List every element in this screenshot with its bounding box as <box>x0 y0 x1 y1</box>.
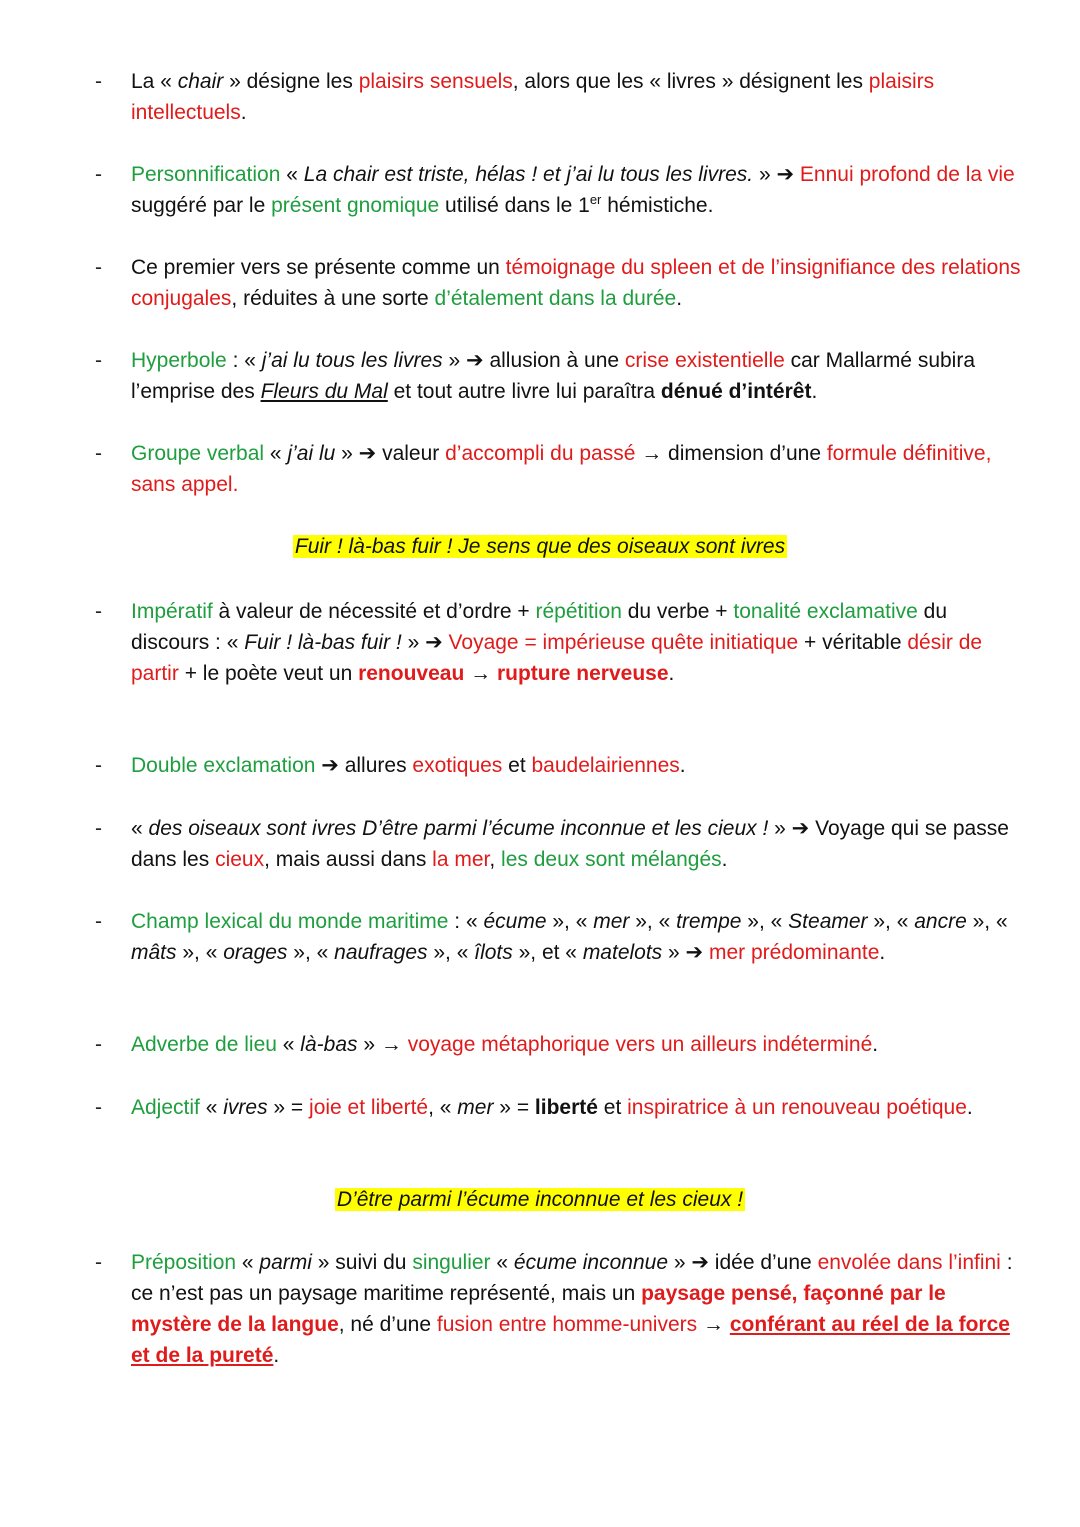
text-run: et <box>597 1096 628 1119</box>
text-run: mer <box>593 910 630 933</box>
text-run: . <box>668 662 675 685</box>
text-run: parmi <box>259 1251 312 1274</box>
text-run: conférant au réel de la force et de la pureté <box>131 1313 1010 1367</box>
bullet-text <box>131 750 1021 781</box>
text-run: répétition <box>535 600 622 623</box>
text-run: er <box>589 192 602 207</box>
text-run: + le poète veut un <box>178 662 359 685</box>
text-run: ivres <box>223 1096 268 1119</box>
text-run: Adjectif <box>131 1096 200 1119</box>
text-run: d’accompli du passé <box>445 442 636 465</box>
text-run: Hyperbole <box>131 349 227 372</box>
text-run: naufrages <box>334 941 428 964</box>
text-run: » suivi du <box>311 1251 413 1274</box>
text-run: » désigne les <box>223 70 359 93</box>
text-run: , alors que les « livres » désignent les <box>512 70 869 93</box>
text-run: utilisé dans le 1 <box>439 194 590 217</box>
text-run: suggéré par le <box>131 194 272 217</box>
text-run: j’ai lu <box>287 442 336 465</box>
text-run: Double exclamation <box>131 754 316 777</box>
poem-verse-highlight <box>0 1184 1080 1215</box>
text-run: » ➔ valeur <box>335 442 446 465</box>
text-run: : « <box>448 910 484 933</box>
text-run: matelots <box>582 941 663 964</box>
text-run: « <box>490 1251 514 1274</box>
bullet-text <box>131 1092 1021 1123</box>
text-run: exotiques <box>412 754 503 777</box>
text-run: rupture nerveuse <box>496 662 669 685</box>
text-run: Personnification <box>131 163 281 186</box>
text-run: : « <box>226 349 262 372</box>
text-run: » → <box>357 1033 408 1056</box>
text-run: et tout autre livre lui paraîtra <box>387 380 661 403</box>
bullet-dash: - <box>95 910 102 933</box>
text-run: . <box>872 1033 879 1056</box>
text-run: », « <box>287 941 335 964</box>
text-run: Voyage = impérieuse quête initiatique <box>448 631 799 654</box>
bullet-dash: - <box>95 600 102 623</box>
text-run: » = <box>267 1096 310 1119</box>
text-run: , mais aussi dans <box>264 848 433 871</box>
text-run: » ➔ <box>753 163 800 186</box>
text-run: , né d’une <box>338 1313 437 1336</box>
text-run: La chair est triste, hélas ! et j’ai lu tous les livres. <box>303 163 754 186</box>
text-run: La « <box>131 70 178 93</box>
text-run: voyage métaphorique vers un ailleurs indéterminé <box>407 1033 873 1056</box>
text-run: » ➔ Voyage qui se passe dans les <box>131 817 1009 871</box>
text-run: Fuir ! là-bas fuir ! <box>244 631 402 654</box>
text-run: Steamer <box>788 910 868 933</box>
text-run: mer <box>457 1096 494 1119</box>
text-run: », « <box>629 910 677 933</box>
text-run: baudelairiennes <box>531 754 680 777</box>
text-run: Ennui profond de la vie <box>799 163 1015 186</box>
text-run: . <box>679 754 686 777</box>
text-run: . <box>273 1344 280 1367</box>
text-run: les deux sont mélangés <box>501 848 722 871</box>
text-run: et <box>502 754 532 777</box>
text-run: là-bas <box>300 1033 358 1056</box>
bullet-text <box>131 438 1021 500</box>
bullet-text <box>131 66 1021 128</box>
text-run: chair <box>177 70 224 93</box>
bullet-dash: - <box>95 1251 102 1274</box>
text-run: », « <box>427 941 475 964</box>
text-run: . <box>966 1096 973 1119</box>
text-run: désir de partir <box>131 631 983 685</box>
text-run: . <box>811 380 818 403</box>
text-run: Adverbe de lieu <box>131 1033 277 1056</box>
text-run: », « <box>867 910 915 933</box>
text-run: îlots <box>474 941 513 964</box>
text-run: car Mallarmé subira l’emprise des <box>131 349 976 403</box>
text-run: Groupe verbal <box>131 442 265 465</box>
text-run: mer prédominante <box>708 941 880 964</box>
text-run: j’ai lu tous les livres <box>261 349 443 372</box>
verse-text: D’être parmi l’écume inconnue et les cieux ! <box>336 1188 744 1211</box>
text-run: fusion entre homme-univers <box>436 1313 698 1336</box>
text-run: . <box>240 101 247 124</box>
text-run: hémistiche. <box>601 194 714 217</box>
text-run: », « <box>546 910 594 933</box>
text-run: », « <box>966 910 1008 933</box>
text-run: + véritable <box>798 631 908 654</box>
bullet-dash: - <box>95 163 102 186</box>
bullet-dash: - <box>95 1096 102 1119</box>
bullet-dash: - <box>95 349 102 372</box>
text-run: « <box>199 1096 224 1119</box>
text-run: présent gnomique <box>271 194 440 217</box>
bullet-dash: - <box>95 754 102 777</box>
text-run: « <box>280 163 304 186</box>
verse-text: Fuir ! là-bas fuir ! Je sens que des oiseaux sont ivres <box>294 535 786 558</box>
text-run: paysage pensé, façonné par le mystère de la langue <box>131 1282 946 1336</box>
text-run: Champ lexical du monde maritime <box>131 910 449 933</box>
bullet-dash: - <box>95 256 102 279</box>
text-run: » ➔ idée d’une <box>668 1251 818 1274</box>
text-run: » = <box>493 1096 535 1119</box>
poem-verse-highlight <box>0 531 1080 562</box>
text-run: → <box>464 662 497 685</box>
text-run: plaisirs sensuels <box>358 70 513 93</box>
text-run: renouveau <box>358 662 465 685</box>
text-run: témoignage du spleen et de l’insignifiance des relations conjugales <box>131 256 1021 310</box>
text-run: crise existentielle <box>624 349 785 372</box>
bullet-text <box>131 906 1021 968</box>
text-run: → <box>697 1313 730 1336</box>
text-run: dénué d’intérêt <box>660 380 812 403</box>
text-run: », « <box>176 941 224 964</box>
text-run: « <box>264 442 288 465</box>
text-run: tonalité exclamative <box>733 600 918 623</box>
text-run: du verbe + <box>621 600 734 623</box>
text-run: singulier <box>412 1251 491 1274</box>
text-run: Préposition <box>131 1251 237 1274</box>
text-run: . <box>879 941 886 964</box>
text-run: formule définitive, sans appel. <box>131 442 992 496</box>
text-run: Fleurs du Mal <box>260 380 388 403</box>
text-run: « <box>131 817 149 840</box>
text-run: orages <box>223 941 288 964</box>
text-run: inspiratrice à un renouveau poétique <box>627 1096 967 1119</box>
text-run: , « <box>428 1096 458 1119</box>
text-run: , <box>489 848 502 871</box>
bullet-text <box>131 159 1021 221</box>
text-run: . <box>676 287 683 310</box>
text-run: », et « <box>512 941 583 964</box>
bullet-text <box>131 1029 1021 1060</box>
text-run: la mer <box>432 848 490 871</box>
text-run: cieux <box>215 848 265 871</box>
text-run: Impératif <box>131 600 213 623</box>
bullet-text <box>131 1247 1021 1371</box>
text-run: Ce premier vers se présente comme un <box>131 256 506 279</box>
bullet-dash: - <box>95 817 102 840</box>
text-run: → dimension d’une <box>635 442 827 465</box>
bullet-dash: - <box>95 70 102 93</box>
text-run: « <box>236 1251 260 1274</box>
text-run: trempe <box>676 910 742 933</box>
text-run: des oiseaux sont ivres D’être parmi l’écume inconnue et les cieux ! <box>148 817 769 840</box>
text-run: plaisirs intellectuels <box>131 70 935 124</box>
text-run: : ce n’est pas un paysage maritime représenté, mais un <box>131 1251 1013 1305</box>
text-run: ➔ allures <box>315 754 413 777</box>
text-run: » ➔ allusion à une <box>442 349 625 372</box>
bullet-text <box>131 813 1021 875</box>
text-run: » ➔ <box>662 941 709 964</box>
text-run: joie et liberté <box>309 1096 429 1119</box>
text-run: , réduites à une sorte <box>231 287 435 310</box>
text-run: du discours : « <box>131 600 948 654</box>
bullet-text <box>131 596 1021 689</box>
text-run: ancre <box>914 910 967 933</box>
text-run: écume <box>483 910 547 933</box>
text-run: envolée dans l’infini <box>817 1251 1001 1274</box>
text-run: « <box>276 1033 301 1056</box>
text-run: mâts <box>131 941 177 964</box>
text-run: . <box>721 848 728 871</box>
text-run: », « <box>741 910 789 933</box>
bullet-text <box>131 345 1021 407</box>
text-run: écume inconnue <box>513 1251 669 1274</box>
bullet-dash: - <box>95 442 102 465</box>
bullet-dash: - <box>95 1033 102 1056</box>
text-run: à valeur de nécessité et d’ordre + <box>212 600 536 623</box>
text-run: » ➔ <box>401 631 449 654</box>
text-run: liberté <box>534 1096 598 1119</box>
bullet-text <box>131 252 1021 314</box>
text-run: d’étalement dans la durée <box>434 287 677 310</box>
